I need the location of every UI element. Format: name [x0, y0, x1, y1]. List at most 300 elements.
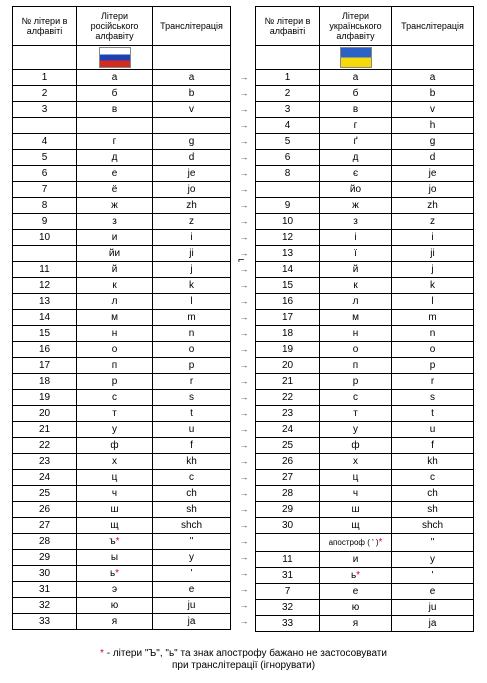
arrow-icon: →: [239, 568, 249, 578]
table-row: [13, 358, 231, 374]
transliteration: r: [189, 376, 194, 387]
letter-cell: [320, 150, 392, 166]
transliteration-cell: [392, 118, 474, 134]
letter-number-cell: [13, 182, 77, 198]
letter-cell: [320, 230, 392, 246]
letter: ї: [354, 248, 357, 259]
table-row: [13, 502, 231, 518]
letter: с: [353, 392, 358, 403]
transliteration: kh: [186, 456, 197, 467]
letter-number: 23: [281, 408, 294, 419]
header-num: № літери в алфавіті: [256, 7, 320, 46]
letter-number-cell: [256, 470, 320, 486]
transliteration: s: [430, 392, 435, 403]
transliteration-cell: [153, 566, 231, 582]
transliteration-cell: [153, 150, 231, 166]
letter: п: [352, 360, 359, 371]
letter-number-cell: [256, 150, 320, 166]
letter-number-cell: [13, 230, 77, 246]
letter-number-cell: [13, 486, 77, 502]
letter: т: [353, 408, 358, 419]
transliteration-cell: [153, 598, 231, 614]
table-row: [13, 310, 231, 326]
letter-cell: [77, 598, 153, 614]
table-row: [13, 86, 231, 102]
empty-cell: [256, 46, 320, 70]
letter: ф: [351, 440, 360, 451]
transliteration-cell: [153, 582, 231, 598]
letter-number: 6: [284, 152, 291, 163]
letter-cell: [320, 568, 392, 584]
transliteration: m: [428, 312, 437, 323]
letter-number-cell: [256, 182, 320, 198]
transliteration-cell: [153, 534, 231, 550]
arrow-icon: →: [239, 72, 249, 82]
letter-number: 15: [281, 280, 294, 291]
letter-number-cell: [256, 326, 320, 342]
header-translit: Транслітерація: [392, 7, 474, 46]
table-row: [13, 150, 231, 166]
letter-number-cell: [13, 294, 77, 310]
transliteration-cell: [153, 70, 231, 86]
transliteration-cell: [392, 406, 474, 422]
letter-number: 31: [38, 584, 51, 595]
letter-number-cell: [13, 390, 77, 406]
transliteration-cell: [153, 518, 231, 534]
letter-number-cell: [13, 566, 77, 582]
transliteration-cell: [153, 550, 231, 566]
letter-cell: [77, 406, 153, 422]
transliteration-cell: [392, 584, 474, 600]
letter-number-cell: [256, 294, 320, 310]
letter-cell: [320, 502, 392, 518]
letter-number: 32: [38, 600, 51, 611]
transliteration-cell: [392, 182, 474, 198]
letter-number-cell: [13, 534, 77, 550]
letter-cell: [320, 406, 392, 422]
transliteration: y: [430, 554, 435, 565]
transliteration-cell: [392, 230, 474, 246]
asterisk-mark: *: [115, 568, 120, 579]
transliteration-cell: [153, 422, 231, 438]
arrow-icon: →: [239, 408, 249, 418]
letter-number: 2: [284, 88, 291, 99]
table-row: [13, 422, 231, 438]
table-row: [256, 568, 474, 584]
letter-number-cell: [13, 198, 77, 214]
letter: и: [352, 554, 359, 565]
transliteration-cell: [392, 294, 474, 310]
transliteration-cell: [392, 552, 474, 568]
letter-number-cell: [13, 406, 77, 422]
letter-number-cell: [13, 310, 77, 326]
transliteration-cell: [392, 278, 474, 294]
letter-cell: [77, 278, 153, 294]
table-row: [256, 390, 474, 406]
letter-number-cell: [256, 600, 320, 616]
letter-number: 1: [41, 72, 48, 83]
letter-cell: [320, 166, 392, 182]
letter-cell: [320, 454, 392, 470]
letter: ш: [110, 504, 119, 515]
letter: к: [112, 280, 117, 291]
letter-cell: [77, 246, 153, 262]
transliteration-cell: [153, 246, 231, 262]
letter-number: 19: [38, 392, 51, 403]
letter: ч: [111, 488, 118, 499]
letter-number: 28: [38, 536, 51, 547]
transliteration: ch: [186, 488, 197, 499]
header-ru-letters: Літери російського алфавіту: [77, 7, 153, 46]
letter: і: [354, 232, 357, 243]
transliteration-cell: [153, 614, 231, 630]
transliteration: v: [189, 104, 194, 115]
letter: с: [112, 392, 117, 403]
transliteration: k: [430, 280, 435, 291]
table-row: [256, 262, 474, 278]
letter-cell: [320, 118, 392, 134]
table-row: [13, 406, 231, 422]
table-row: [13, 294, 231, 310]
transliteration-cell: [153, 230, 231, 246]
letter-number-cell: [256, 358, 320, 374]
transliteration: h: [429, 120, 436, 131]
transliteration: i: [431, 232, 434, 243]
transliteration: t: [190, 408, 193, 419]
transliteration-cell: [153, 374, 231, 390]
letter-number-cell: [13, 518, 77, 534]
letter-number: 21: [38, 424, 51, 435]
letter: йо: [349, 184, 362, 195]
letter: є: [352, 168, 359, 179]
letter-number: 27: [38, 520, 51, 531]
table-row: [13, 614, 231, 630]
letter: е: [352, 586, 359, 597]
arrow-icon: →: [239, 552, 249, 562]
table-row: [256, 214, 474, 230]
table-row: [256, 230, 474, 246]
transliteration: je: [428, 168, 437, 179]
letter-cell: [77, 102, 153, 118]
transliteration: k: [189, 280, 194, 291]
letter-number-cell: [256, 342, 320, 358]
letter-cell: [320, 390, 392, 406]
footnote-line2: при транслітерації (ігнорувати): [171, 660, 316, 671]
letter-number: 18: [281, 328, 294, 339]
transliteration: n: [188, 328, 195, 339]
letter: н: [111, 328, 118, 339]
letter-number-cell: [13, 262, 77, 278]
asterisk-mark: *: [356, 570, 361, 581]
letter-cell: [77, 182, 153, 198]
letter-number: 18: [38, 376, 51, 387]
header-row: [256, 7, 474, 46]
transliteration: n: [429, 328, 436, 339]
arrow-icon: →: [239, 376, 249, 386]
letter: б: [111, 88, 118, 99]
letter-cell: [320, 278, 392, 294]
letter-cell: [320, 616, 392, 632]
transliteration-cell: [392, 198, 474, 214]
letter: м: [111, 312, 118, 323]
letter-number-cell: [256, 552, 320, 568]
letter-number: 19: [281, 344, 294, 355]
arrow-icon: →: [239, 296, 249, 306]
letter-number-cell: [13, 278, 77, 294]
transliteration-cell: [392, 214, 474, 230]
table-row: [256, 70, 474, 86]
letter: и: [111, 232, 118, 243]
letter-number: 22: [281, 392, 294, 403]
letter: д: [352, 152, 359, 163]
table-row: [256, 294, 474, 310]
letter-cell: [77, 502, 153, 518]
transliteration-cell: [153, 86, 231, 102]
transliteration-cell: [153, 358, 231, 374]
arrow-icon: →: [239, 520, 249, 530]
transliteration-cell: [392, 518, 474, 534]
transliteration: ju: [187, 600, 196, 611]
transliteration-cell: [153, 486, 231, 502]
letter-cell: [77, 214, 153, 230]
letter-number: 27: [281, 472, 294, 483]
transliteration: l: [431, 296, 434, 307]
arrow-icon: →: [239, 440, 249, 450]
letter: з: [112, 216, 117, 227]
letter-number: 14: [38, 312, 51, 323]
transliteration: i: [190, 232, 193, 243]
letter-number-cell: [256, 374, 320, 390]
header-num: № літери в алфавіті: [13, 7, 77, 46]
transliteration: c: [189, 472, 194, 483]
letter-number: 30: [38, 568, 51, 579]
letter-cell: [320, 86, 392, 102]
letter-number: 7: [284, 586, 291, 597]
letter-number-cell: [256, 518, 320, 534]
letter: ц: [111, 472, 118, 483]
flag-cell: [77, 46, 153, 70]
transliteration: ja: [428, 618, 437, 629]
letter-number-cell: [256, 310, 320, 326]
table-row: [13, 102, 231, 118]
letter: о: [111, 344, 118, 355]
letter: х: [112, 456, 117, 467]
transliteration: m: [187, 312, 196, 323]
transliteration: o: [188, 344, 195, 355]
transliteration-cell: [153, 198, 231, 214]
letter: ф: [110, 440, 119, 451]
letter-number-cell: [13, 70, 77, 86]
transliteration-cell: [392, 166, 474, 182]
letter-number-cell: [13, 470, 77, 486]
transliteration: b: [429, 88, 436, 99]
letter: й: [352, 264, 359, 275]
arrow-icon: →: [239, 232, 249, 242]
transliteration: ju: [428, 602, 437, 613]
table-row: [256, 518, 474, 534]
arrow-icon: →: [239, 136, 249, 146]
table-row: [13, 582, 231, 598]
letter-cell: [77, 230, 153, 246]
transliteration: ": [189, 536, 194, 547]
transliteration: ji: [430, 248, 435, 259]
table-row: [13, 118, 231, 134]
letter: ы: [110, 552, 119, 563]
letter-number: 21: [281, 376, 294, 387]
table-row: [13, 134, 231, 150]
table-row: [256, 454, 474, 470]
letter-number: 12: [281, 232, 294, 243]
header-translit: Транслітерація: [153, 7, 231, 46]
transliteration-cell: [153, 182, 231, 198]
table-row: [256, 198, 474, 214]
letter-cell: [320, 182, 392, 198]
table-row: [256, 374, 474, 390]
letter-number: 30: [281, 520, 294, 531]
transliteration-cell: [392, 134, 474, 150]
letter-cell: [320, 534, 392, 552]
letter-number: 28: [281, 488, 294, 499]
letter-number-cell: [256, 198, 320, 214]
transliteration-cell: [153, 438, 231, 454]
table-row: [256, 438, 474, 454]
footnote-line1: - літери "Ъ", "ь" та знак апострофу бажано не застосовувати: [103, 648, 387, 659]
transliteration-cell: [392, 502, 474, 518]
transliteration: t: [431, 408, 434, 419]
letter: р: [352, 376, 359, 387]
letter-cell: [77, 422, 153, 438]
letter-cell: [320, 342, 392, 358]
letter-cell: [320, 422, 392, 438]
table-row: [13, 326, 231, 342]
letter-number: 3: [284, 104, 291, 115]
table-row: [256, 486, 474, 502]
letter-number: 16: [38, 344, 51, 355]
transliteration: shch: [421, 520, 444, 531]
arrow-icon: →: [239, 472, 249, 482]
letter-number: 29: [38, 552, 51, 563]
corner-mark-icon: ⌐: [238, 254, 245, 266]
letter-number-cell: [256, 166, 320, 182]
letter-cell: [320, 518, 392, 534]
table-row: [13, 534, 231, 550]
table-row: [256, 342, 474, 358]
letter: х: [353, 456, 358, 467]
letter: а: [111, 72, 118, 83]
arrow-icon: →: [239, 312, 249, 322]
letter-number-cell: [256, 214, 320, 230]
letter-cell: [320, 246, 392, 262]
arrow-icon: →: [239, 424, 249, 434]
letter-cell: [77, 70, 153, 86]
arrow-icon: →: [239, 392, 249, 402]
table-row: [13, 454, 231, 470]
table-row: [13, 550, 231, 566]
letter-cell: [320, 262, 392, 278]
transliteration-cell: [153, 134, 231, 150]
letter: у: [353, 424, 358, 435]
letter-number: 31: [281, 570, 294, 581]
letter: я: [352, 618, 359, 629]
table-row: [256, 534, 474, 552]
letter-number-cell: [256, 406, 320, 422]
table-row: [256, 278, 474, 294]
table-row: [13, 230, 231, 246]
letter-number: 17: [38, 360, 51, 371]
arrow-icon: →: [239, 248, 249, 258]
transliteration: z: [430, 216, 435, 227]
transliteration-cell: [392, 616, 474, 632]
transliteration-cell: [153, 166, 231, 182]
arrow-icon: →: [239, 184, 249, 194]
letter-cell: [320, 438, 392, 454]
letter-cell: [77, 550, 153, 566]
transliteration: jo: [187, 184, 196, 195]
letter: е: [111, 168, 118, 179]
arrow-icon: →: [239, 104, 249, 114]
letter-number-cell: [256, 230, 320, 246]
letter-number-cell: [256, 454, 320, 470]
transliteration-cell: [392, 150, 474, 166]
letter-cell: [77, 262, 153, 278]
letter-number-cell: [13, 454, 77, 470]
arrow-icon: →: [239, 120, 249, 130]
letter-number: 20: [281, 360, 294, 371]
transliteration: jo: [428, 184, 437, 195]
letter-cell: [77, 150, 153, 166]
transliteration: ': [190, 568, 193, 579]
letter-cell: [320, 374, 392, 390]
letter-number: 3: [41, 104, 48, 115]
table-row: [13, 566, 231, 582]
letter-cell: [320, 134, 392, 150]
letter-cell: [77, 374, 153, 390]
letter-number-cell: [13, 326, 77, 342]
transliteration: shch: [180, 520, 203, 531]
letter-number: 14: [281, 264, 294, 275]
arrow-icon: →: [239, 88, 249, 98]
transliteration: e: [429, 586, 436, 597]
transliteration-cell: [153, 326, 231, 342]
flag-row: [256, 46, 474, 70]
letter: п: [111, 360, 118, 371]
letter-cell: [77, 566, 153, 582]
table-row: [256, 422, 474, 438]
table-row: [13, 70, 231, 86]
letter-cell: [320, 470, 392, 486]
transliteration: l: [190, 296, 193, 307]
letter-cell: [77, 134, 153, 150]
transliteration-cell: [392, 246, 474, 262]
letter: м: [352, 312, 359, 323]
letter-cell: [77, 454, 153, 470]
letter-number-cell: [13, 358, 77, 374]
transliteration-cell: [153, 502, 231, 518]
letter-number-cell: [256, 70, 320, 86]
transliteration-cell: [392, 454, 474, 470]
letter-number-cell: [13, 214, 77, 230]
ukraine-flag-icon: [340, 47, 372, 68]
letter-number-cell: [256, 616, 320, 632]
arrow-icon: →: [239, 280, 249, 290]
transliteration-cell: [392, 470, 474, 486]
letter: ь: [109, 568, 116, 579]
letter-cell: [320, 600, 392, 616]
empty-cell: [392, 46, 474, 70]
letter-number-cell: [256, 422, 320, 438]
letter-cell: [320, 294, 392, 310]
table-row: [256, 406, 474, 422]
